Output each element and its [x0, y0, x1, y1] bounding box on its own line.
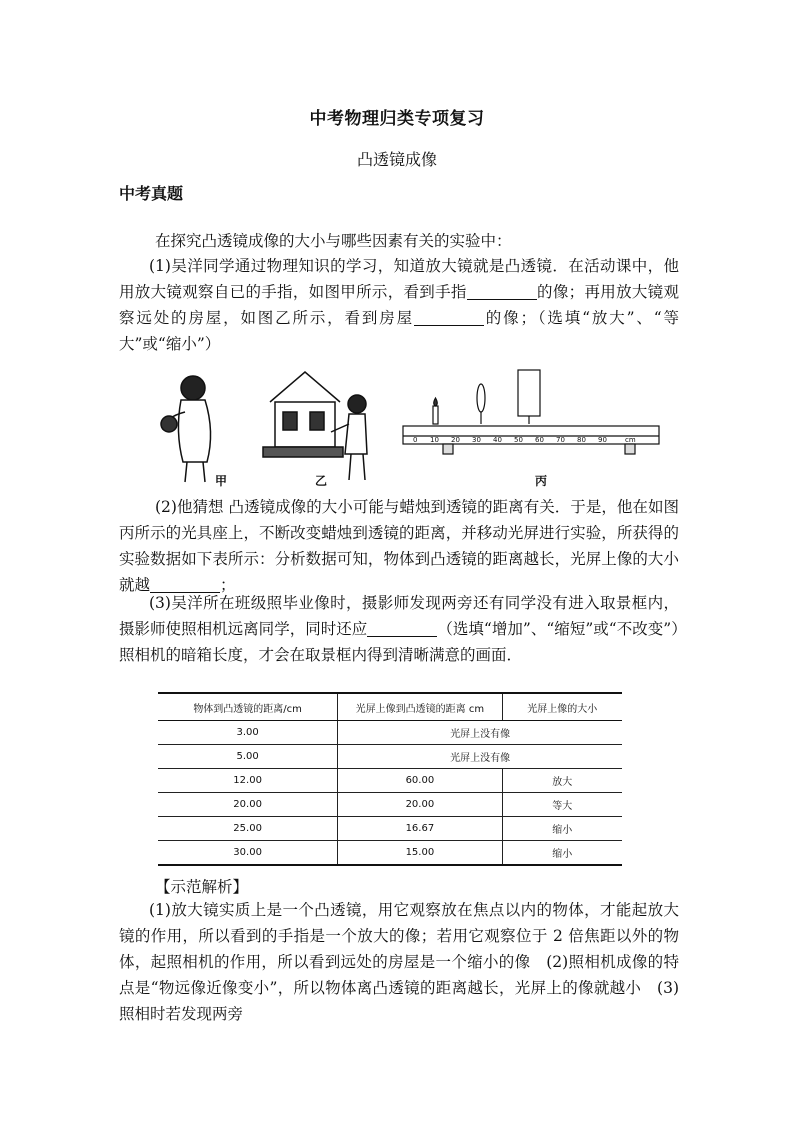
q1-text-b: 的像；再用放大镜观察远处的房屋，如图乙所示，看到房屋 — [119, 283, 679, 327]
question-2 — [119, 494, 679, 598]
q1-blank-1[interactable] — [467, 283, 537, 300]
q2-text-a: (2)他猜想 凸透镜成像的大小可能与蜡烛到透镜的距离有关．于是，他在如图丙所示的光具座上，不断改变蜡烛到透镜的距离，并移动光屏进行实验，所获得的实验数据如下表所示：分析数据可知，物体到凸透镜的距离越长，光屏上像的大小就越 — [119, 498, 679, 594]
table-cell: 20.00 — [338, 793, 502, 817]
tick-80: 80 — [577, 436, 586, 444]
table-header: 光屏上像到凸透镜的距离 cm — [338, 693, 502, 721]
table-cell: 光屏上没有像 — [338, 745, 622, 769]
table-cell: 12.00 — [158, 769, 338, 793]
q3-text-b: （选填“增加”、“缩短”或“不改变”）照相机的暗箱长度，才会在取景框内得到清晰满意的画面． — [119, 620, 679, 664]
table-cell: 20.00 — [158, 793, 338, 817]
figure-label-bing: 丙 — [535, 474, 548, 488]
table-header-row — [158, 693, 622, 721]
table-row — [158, 841, 622, 866]
tick-50: 50 — [514, 436, 523, 444]
figure-bing-bench — [403, 370, 659, 454]
page-title: 中考物理归类专项复习 — [309, 109, 485, 129]
table-cell: 15.00 — [338, 841, 502, 866]
q3-blank[interactable] — [367, 620, 437, 637]
question-1 — [119, 253, 679, 357]
table-cell: 25.00 — [158, 817, 338, 841]
table-cell: 3.00 — [158, 721, 338, 745]
table-row — [158, 745, 622, 769]
analysis-heading: 【示范解析】 — [155, 878, 249, 896]
question-3 — [119, 590, 679, 668]
experiment-figure — [145, 362, 665, 492]
q2-text-b: ； — [220, 576, 236, 594]
figure-label-yi: 乙 — [315, 474, 328, 488]
table-cell: 16.67 — [338, 817, 502, 841]
q3-text-a: (3)吴洋所在班级照毕业像时，摄影师发现两旁还有同学没有进入取景框内，摄影师使照相机远离同学，同时还应 — [119, 594, 679, 638]
table-cell: 60.00 — [338, 769, 502, 793]
tick-10: 10 — [430, 436, 439, 444]
table-cell: 30.00 — [158, 841, 338, 866]
table-header: 物体到凸透镜的距离/cm — [158, 693, 338, 721]
table-row — [158, 721, 622, 745]
figure-jia-person — [161, 376, 211, 482]
table-row — [158, 817, 622, 841]
table-header: 光屏上像的大小 — [502, 693, 622, 721]
table-row — [158, 793, 622, 817]
q1-text-a: (1)吴洋同学通过物理知识的学习，知道放大镜就是凸透镜．在活动课中，他用放大镜观察自已的手指，如图甲所示，看到手指 — [119, 257, 679, 301]
tick-30: 30 — [472, 436, 481, 444]
tick-40: 40 — [493, 436, 502, 444]
tick-20: 20 — [451, 436, 460, 444]
tick-unit: cm — [625, 436, 636, 444]
tick-60: 60 — [535, 436, 544, 444]
tick-0: 0 — [413, 436, 418, 444]
table-cell: 等大 — [502, 793, 622, 817]
figure-label-jia: 甲 — [215, 474, 228, 488]
q1-blank-2[interactable] — [414, 309, 484, 326]
data-table — [158, 692, 622, 866]
analysis-paragraph: (1)放大镜实质上是一个凸透镜，用它观察放在焦点以内的物体，才能起放大镜的作用，所以看到的手指是一个放大的像；若用它观察位于 2 倍焦距以外的物体，起照相机的作用，所以看到远处的房屋是一个缩小的像 (2)照相机成像的特点是“物远像近像变小”，所以物体离凸透镜的距离越长，光屏上的像就越小 (3)照相时若发现两旁 — [119, 901, 679, 1023]
table-cell: 光屏上没有像 — [338, 721, 622, 745]
tick-90: 90 — [598, 436, 607, 444]
table-row — [158, 769, 622, 793]
table-cell: 缩小 — [502, 841, 622, 866]
table-cell: 放大 — [502, 769, 622, 793]
section-heading: 中考真题 — [119, 184, 184, 203]
tick-70: 70 — [556, 436, 565, 444]
figure-yi-scene — [263, 372, 367, 480]
page-subtitle: 凸透镜成像 — [356, 150, 437, 169]
table-cell: 5.00 — [158, 745, 338, 769]
table-cell: 缩小 — [502, 817, 622, 841]
q1-text-c: 的像；（选填“放大”、“等大”或“缩小”） — [119, 309, 679, 353]
intro-paragraph: 在探究凸透镜成像的大小与哪些因素有关的实验中： — [155, 232, 512, 250]
